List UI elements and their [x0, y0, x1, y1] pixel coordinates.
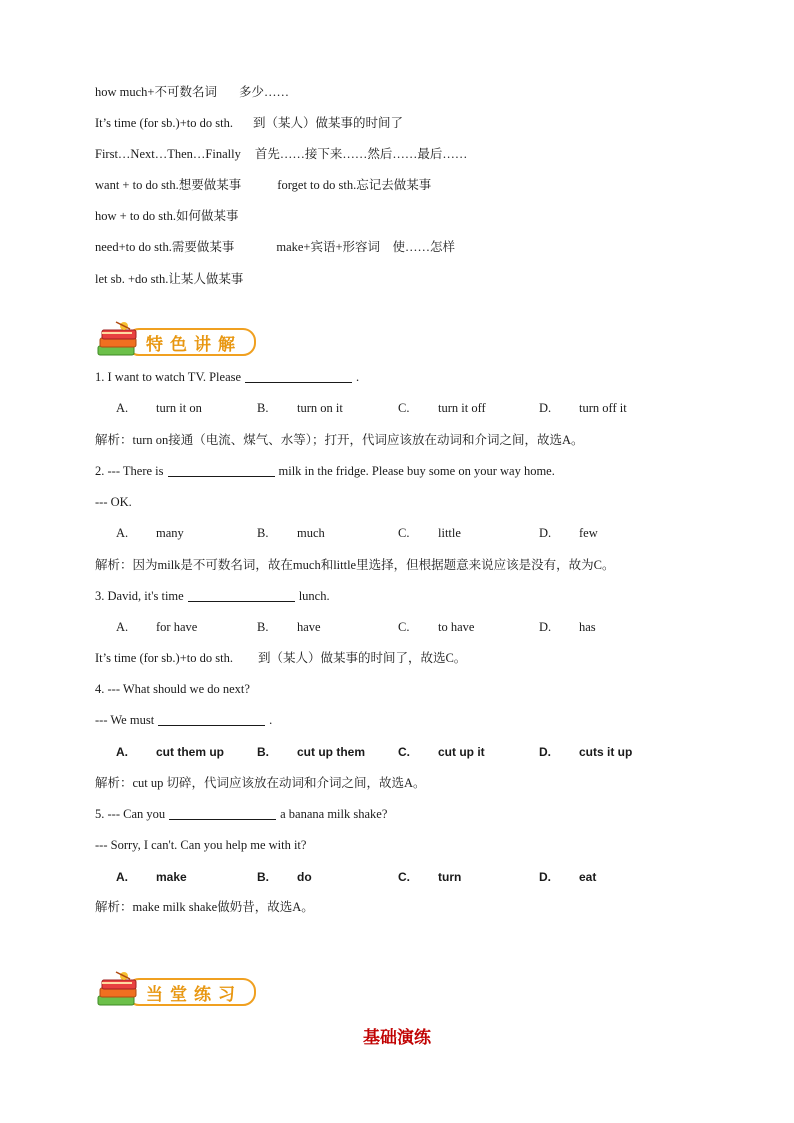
question-text: --- OK.: [95, 495, 132, 509]
option-text[interactable]: turn it off: [438, 401, 486, 415]
option-letter: C.: [398, 870, 410, 884]
option-text[interactable]: have: [297, 620, 321, 634]
question-5: [95, 806, 387, 822]
option-letter: A.: [116, 526, 129, 540]
phrase-line: [95, 146, 467, 162]
phrase-line: [95, 271, 243, 287]
option-letter: B.: [257, 620, 269, 634]
question-text: 1. I want to watch TV. Please: [95, 370, 242, 384]
analysis-text: 解析：turn on接通（电流、煤气、水等）；打开，代词应该放在动词和介词之间，故选A。: [95, 433, 584, 447]
phrase-en: It’s time (for sb.)+to do sth.: [95, 116, 233, 130]
option-letter: A.: [116, 620, 129, 634]
question-text: .: [356, 370, 360, 384]
question-text: 2. --- There is: [95, 464, 164, 478]
question-text: a banana milk shake?: [280, 807, 388, 821]
option-text[interactable]: turn on it: [297, 401, 343, 415]
option-letter: C.: [398, 401, 410, 415]
option-text[interactable]: turn: [438, 870, 462, 884]
option-text[interactable]: few: [579, 526, 598, 540]
option-text[interactable]: do: [297, 870, 312, 884]
question-text: --- We must: [95, 713, 155, 727]
phrase-line: [95, 239, 455, 255]
option-text[interactable]: for have: [156, 620, 198, 634]
question-2: [95, 463, 555, 479]
question-4: 4. --- What should we do next?: [95, 682, 250, 696]
option-letter: B.: [257, 526, 269, 540]
section-title: 当堂练习: [146, 985, 242, 1005]
option-text[interactable]: cuts it up: [579, 745, 633, 759]
subsection-title: 基础演练: [363, 1028, 431, 1048]
question-text: .: [269, 713, 273, 727]
analysis-text: 解析：cut up 切碎，代词应该放在动词和介词之间，故选A。: [95, 776, 426, 790]
option-letter: D.: [539, 620, 552, 634]
answer-blank[interactable]: [158, 713, 265, 726]
option-letter: C.: [398, 745, 410, 759]
question-text: 3. David, it's time: [95, 589, 184, 603]
option-letter: A.: [116, 870, 128, 884]
option-letter: D.: [539, 401, 552, 415]
analysis-text: 解析：因为milk是不可数名词，故在much和little里选择，但根据题意来说应该是没有，故为C。: [95, 558, 615, 572]
phrase-en: how + to do sth.如何做某事: [95, 209, 239, 223]
option-letter: A.: [116, 401, 129, 415]
answer-blank[interactable]: [245, 370, 352, 383]
option-text[interactable]: to have: [438, 620, 475, 634]
option-letter: C.: [398, 526, 410, 540]
option-text[interactable]: many: [156, 526, 184, 540]
answer-blank[interactable]: [188, 589, 295, 602]
option-letter: B.: [257, 745, 269, 759]
option-text[interactable]: turn it on: [156, 401, 202, 415]
phrase-en: want + to do sth.想要做某事: [95, 178, 242, 192]
option-text[interactable]: eat: [579, 870, 597, 884]
question-text: lunch.: [298, 589, 330, 603]
phrase-cn: 到（某人）做某事的时间了: [252, 116, 403, 130]
option-letter: C.: [398, 620, 410, 634]
phrase-line: [95, 208, 239, 224]
phrase-cn: 多少……: [238, 85, 289, 99]
books-icon: [96, 970, 144, 1010]
analysis-text: It’s time (for sb.)+to do sth. 到（某人）做某事的时间了，故选C。: [95, 651, 467, 665]
phrase-line: [95, 177, 431, 193]
option-text[interactable]: make: [156, 870, 187, 884]
phrase-en: let sb. +do sth.让某人做某事: [95, 272, 244, 286]
phrase-cn: forget to do sth.忘记去做某事: [277, 178, 432, 192]
option-text[interactable]: much: [297, 526, 325, 540]
phrase-en: how much+不可数名词: [95, 85, 217, 99]
question-text: [95, 712, 272, 728]
option-text[interactable]: turn off it: [579, 401, 627, 415]
answer-blank[interactable]: [169, 807, 276, 820]
phrase-cn: 首先……接下来……然后……最后……: [254, 147, 468, 161]
question-text: milk in the fridge. Please buy some on your way home.: [278, 464, 555, 478]
phrase-line: [95, 84, 289, 100]
option-text[interactable]: cut up them: [297, 745, 365, 759]
section-title: 特色讲解: [146, 335, 242, 355]
section-banner-feature: [96, 320, 258, 358]
phrase-en: need+to do sth.需要做某事: [95, 240, 235, 254]
phrase-en: First…Next…Then…Finally: [95, 147, 241, 161]
question-1: [95, 369, 359, 385]
question-text: --- Sorry, I can't. Can you help me with it?: [95, 838, 307, 852]
option-text[interactable]: cut up it: [438, 745, 485, 759]
question-text: 5. --- Can you: [95, 807, 166, 821]
option-text[interactable]: cut them up: [156, 745, 224, 759]
option-text[interactable]: has: [579, 620, 596, 634]
option-text[interactable]: little: [438, 526, 461, 540]
option-letter: D.: [539, 745, 551, 759]
books-icon: [96, 320, 144, 360]
question-3: [95, 588, 330, 604]
phrase-line: [95, 115, 403, 131]
answer-blank[interactable]: [168, 464, 275, 477]
analysis-text: 解析：make milk shake做奶昔，故选A。: [95, 900, 314, 914]
option-letter: D.: [539, 526, 552, 540]
option-letter: D.: [539, 870, 551, 884]
option-letter: A.: [116, 745, 128, 759]
option-letter: B.: [257, 401, 269, 415]
section-banner-practice: [96, 970, 258, 1008]
option-letter: B.: [257, 870, 269, 884]
phrase-cn: make+宾语+形容词 使……怎样: [276, 240, 456, 254]
